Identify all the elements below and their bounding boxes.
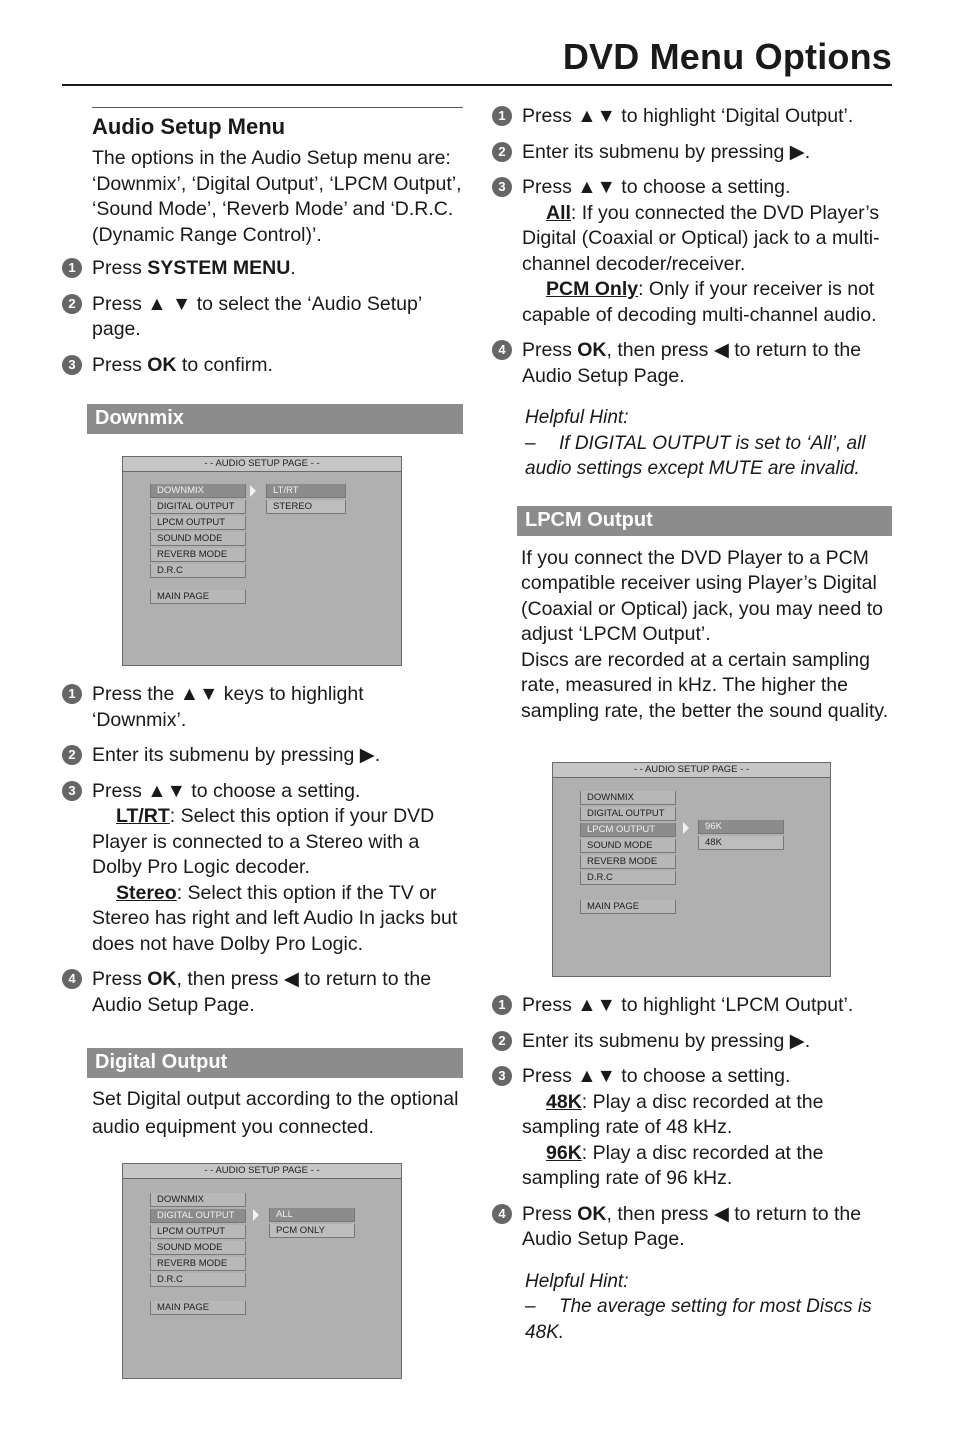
- osd-main-page: [150, 1301, 246, 1317]
- digital-output-hint: [525, 405, 892, 482]
- lpcm-step-2: 2 Enter its submenu by pressing ▶.: [492, 1029, 892, 1055]
- osd-arrow-icon: [683, 822, 689, 834]
- audio-setup-step-2: 2 Press ▲ ▼ to select the ‘Audio Setup’ page.: [62, 292, 463, 343]
- osd-item-drc: D.R.C: [580, 871, 676, 885]
- hint-dash: –: [525, 1296, 536, 1317]
- section-rule: [92, 107, 463, 108]
- hint-title: Helpful Hint:: [525, 407, 629, 428]
- osd-submenu: [269, 1208, 355, 1240]
- osd-item-lpcm-output: LPCM OUTPUT: [150, 1225, 246, 1239]
- osd-sub-option: 96K: [698, 820, 784, 834]
- osd-item-digital-output: DIGITAL OUTPUT: [150, 1209, 246, 1223]
- osd-item-digital-output: DIGITAL OUTPUT: [580, 807, 676, 821]
- audio-setup-intro: The options in the Audio Setup menu are: ‘Downmix’, ‘Digital Output’, ‘LPCM Output’, ‘Sound Mode’, ‘Reverb Mode’ and ‘D.R.C. (Dynamic Range Control)’.: [92, 147, 462, 246]
- downmix-step-3: 3 Press ▲▼ to choose a setting. LT/RT: Select this option if your DVD Player is connected to a Stereo with a Dolby Pro Logic decoder. Stereo: Select this option if the TV or Stereo has right and left Audio In jacks but does not have Dolby Pro Logic.: [62, 779, 463, 958]
- lpcm-intro: If you connect the DVD Player to a PCM compatible receiver using Player’s Digital (Coaxial or Optical) jack, you may need to adjust ‘LPCM Output’. Discs are recorded at a certain sampling rate, measured in kHz. The higher the sampling rate, the better the sound quality.: [521, 546, 889, 722]
- osd-submenu: [698, 820, 784, 852]
- audio-setup-title: Audio Setup Menu: [92, 114, 286, 139]
- osd-item-sound-mode: SOUND MODE: [150, 532, 246, 546]
- downmix-section-bar: Downmix: [87, 404, 463, 434]
- option-96k: 96K: [546, 1141, 582, 1164]
- right-column: [492, 96, 892, 1345]
- osd-menu-list: [580, 791, 676, 887]
- step-number: 3: [492, 177, 512, 197]
- osd-sub-option: ALL: [269, 1208, 355, 1222]
- audio-setup-step-1: 1 Press SYSTEM MENU.: [62, 256, 463, 282]
- hint-title: Helpful Hint:: [525, 1270, 629, 1292]
- osd-header: - - AUDIO SETUP PAGE - -: [123, 1164, 401, 1179]
- downmix-step-1: 1 Press the ▲▼ keys to highlight ‘Downmix’.: [62, 682, 463, 733]
- option-pcm-only: PCM Only: [546, 278, 639, 300]
- option-48k: 48K: [546, 1090, 582, 1113]
- osd-item-main-page: MAIN PAGE: [150, 1301, 246, 1315]
- hint-text: If DIGITAL OUTPUT is set to ‘All’, all audio settings except MUTE are invalid.: [525, 432, 866, 479]
- osd-item-main-page: MAIN PAGE: [150, 590, 246, 604]
- step-number: 4: [492, 340, 512, 360]
- osd-item-sound-mode: SOUND MODE: [580, 839, 676, 853]
- osd-arrow-icon: [250, 485, 256, 497]
- page-title: DVD Menu Options: [562, 36, 892, 77]
- osd-menu-list: [150, 484, 246, 580]
- osd-header: - - AUDIO SETUP PAGE - -: [123, 457, 401, 472]
- osd-item-sound-mode: SOUND MODE: [150, 1241, 246, 1255]
- osd-item-drc: D.R.C: [150, 1273, 246, 1287]
- osd-item-reverb-mode: REVERB MODE: [150, 1257, 246, 1271]
- downmix-step-2: 2 Enter its submenu by pressing ▶.: [62, 743, 463, 769]
- osd-item-downmix: DOWNMIX: [580, 791, 676, 805]
- step-number: 2: [62, 294, 82, 314]
- step-number: 3: [62, 355, 82, 375]
- osd-sub-option: LT/RT: [266, 484, 346, 498]
- lpcm-osd-screen: [552, 762, 831, 977]
- osd-item-drc: D.R.C: [150, 564, 246, 578]
- osd-item-downmix: DOWNMIX: [150, 1193, 246, 1207]
- option-all: All: [546, 201, 571, 224]
- option-lt-rt: LT/RT: [116, 805, 170, 827]
- digital-output-section-bar: Digital Output: [87, 1048, 463, 1078]
- osd-item-downmix: DOWNMIX: [150, 484, 246, 498]
- osd-item-main-page: MAIN PAGE: [580, 900, 676, 914]
- osd-item-reverb-mode: REVERB MODE: [150, 548, 246, 562]
- step-number: 2: [492, 142, 512, 162]
- digital-output-intro: Set Digital output according to the optional audio equipment you connected.: [92, 1088, 459, 1138]
- digital-output-step-1: 1 Press ▲▼ to highlight ‘Digital Output’.: [492, 104, 892, 130]
- step-number: 4: [492, 1204, 512, 1224]
- step-number: 2: [62, 745, 82, 765]
- step-number: 3: [62, 781, 82, 801]
- step-number: 1: [62, 258, 82, 278]
- osd-menu-list: [150, 1193, 246, 1289]
- title-rule: [62, 84, 892, 86]
- osd-main-page: [150, 590, 246, 606]
- digital-output-step-3: 3 Press ▲▼ to choose a setting. All: If you connected the DVD Player’s Digital (Coaxial or Optical) jack to a multi-channel decoder/receiver. PCM Only: Only if your receiver is not capable of decoding multi-channel audio.: [492, 175, 892, 328]
- hint-text: The average setting for most Discs is 48K.: [525, 1296, 872, 1343]
- step-number: 1: [62, 684, 82, 704]
- downmix-osd-screen: [122, 456, 402, 666]
- digital-output-step-2: 2 Enter its submenu by pressing ▶.: [492, 140, 892, 166]
- osd-sub-option: STEREO: [266, 500, 346, 514]
- digital-output-osd-screen: [122, 1163, 402, 1379]
- osd-item-lpcm-output: LPCM OUTPUT: [150, 516, 246, 530]
- audio-setup-step-3: 3 Press OK to confirm.: [62, 353, 463, 379]
- osd-item-digital-output: DIGITAL OUTPUT: [150, 500, 246, 514]
- lpcm-step-3: 3 Press ▲▼ to choose a setting. 48K: Play a disc recorded at the sampling rate of 48 kHz. 96K: Play a disc recorded at the sampling rate of 96 kHz.: [492, 1064, 892, 1192]
- osd-submenu: [266, 484, 346, 516]
- step-number: 1: [492, 106, 512, 126]
- step-number: 4: [62, 969, 82, 989]
- step-number: 1: [492, 995, 512, 1015]
- osd-header: - - AUDIO SETUP PAGE - -: [553, 763, 830, 778]
- osd-item-reverb-mode: REVERB MODE: [580, 855, 676, 869]
- osd-arrow-icon: [253, 1209, 259, 1221]
- osd-sub-option: 48K: [698, 836, 784, 850]
- osd-item-lpcm-output: LPCM OUTPUT: [580, 823, 676, 837]
- option-stereo: Stereo: [116, 881, 177, 904]
- lpcm-hint: [525, 1269, 892, 1346]
- digital-output-step-4: 4 Press OK, then press ◀ to return to the Audio Setup Page.: [492, 338, 892, 389]
- left-column: [62, 92, 463, 1379]
- lpcm-output-section-bar: LPCM Output: [517, 506, 892, 536]
- step-number: 2: [492, 1031, 512, 1051]
- hint-dash: –: [525, 432, 536, 454]
- downmix-step-4: 4 Press OK, then press ◀ to return to the Audio Setup Page.: [62, 967, 463, 1018]
- osd-sub-option: PCM ONLY: [269, 1224, 355, 1238]
- lpcm-step-4: 4 Press OK, then press ◀ to return to the Audio Setup Page.: [492, 1202, 892, 1253]
- lpcm-step-1: 1 Press ▲▼ to highlight ‘LPCM Output’.: [492, 993, 892, 1019]
- osd-main-page: [580, 900, 676, 916]
- step-number: 3: [492, 1066, 512, 1086]
